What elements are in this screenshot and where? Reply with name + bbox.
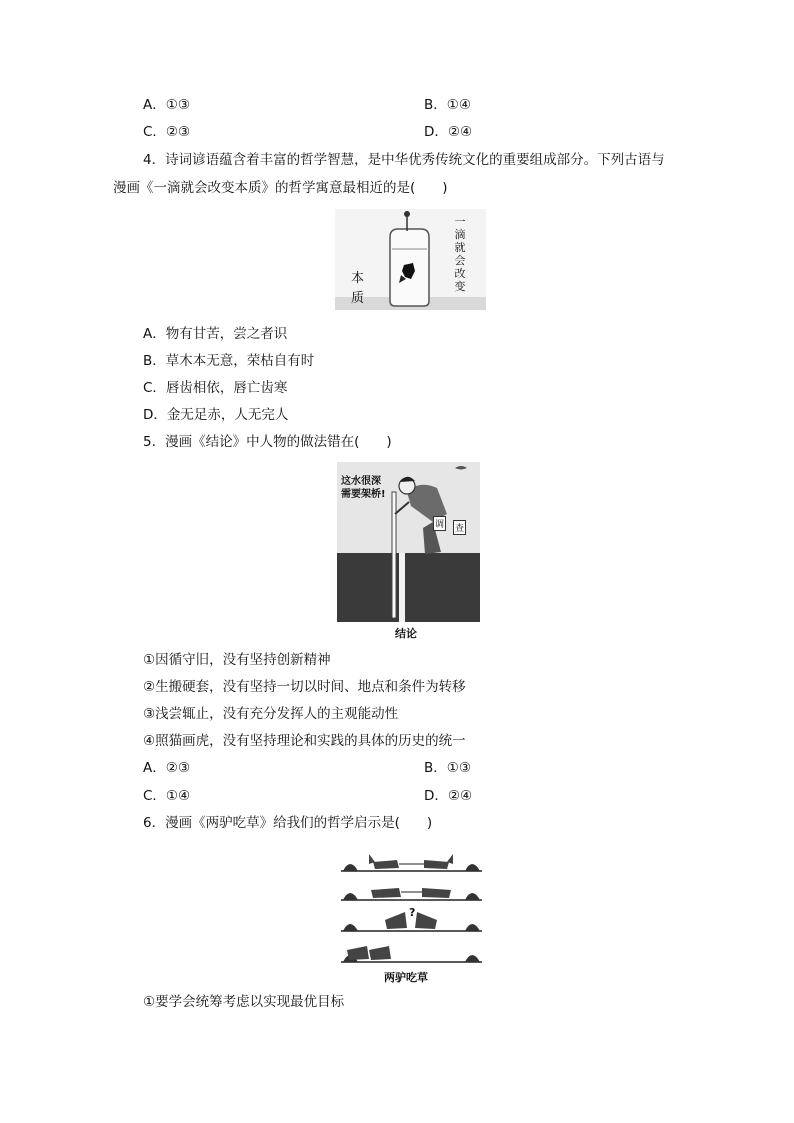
prev-option-c: C．②③ [143,124,191,140]
q5-option-b: B．①③ [424,760,471,776]
q4-stem-line1: 4．诗词谚语蕴含着丰富的哲学智慧，是中华优秀传统文化的重要组成部分。下列古语与 [143,152,665,168]
q4-cartoon-drop-changes-essence [335,209,486,310]
q5-option-c: C．①④ [143,788,191,804]
q5-option-d: D．②④ [424,788,473,804]
q4-option-a: A．物有甘苦，尝之者识 [143,326,288,342]
q4-option-d: D．金无足赤，人无完人 [143,407,289,423]
prev-option-b: B．①④ [424,97,471,113]
q5-cartoon-caption: 结论 [395,627,417,640]
q6-cartoon-two-donkeys [339,840,484,968]
q5-item-4: ④照猫画虎，没有坚持理论和实践的具体的历史的统一 [143,733,466,749]
q5-item-1: ①因循守旧，没有坚持创新精神 [143,652,331,668]
q4-cartoon-label-ben: 本 [351,271,365,286]
q6-cartoon-caption: 两驴吃草 [384,971,428,984]
q4-stem-line2: 漫画《一滴就会改变本质》的哲学寓意最相近的是( ) [113,180,448,196]
q5-stem: 5．漫画《结论》中人物的做法错在( ) [143,434,392,450]
q5-cartoon-conclusion [337,462,480,622]
prev-option-d: D．②④ [424,124,473,140]
q6-stem: 6．漫画《两驴吃草》给我们的哲学启示是( ) [143,815,433,831]
q4-cartoon-label-zhi: 质 [351,291,365,306]
q6-question-mark: ? [409,906,416,919]
q5-speech-line1: 这水很深 [341,476,381,487]
q4-option-b: B．草木本无意，荣枯自有时 [143,353,315,369]
q5-item-3: ③浅尝辄止，没有充分发挥人的主观能动性 [143,706,399,722]
q4-cartoon-vertical-label: 一滴就会改变 [454,215,466,293]
q6-item-1: ①要学会统筹考虑以实现最优目标 [143,994,345,1010]
q5-speech-line2: 需要架桥! [341,489,386,500]
q4-option-c: C．唇齿相依，唇亡齿寒 [143,380,288,396]
q5-tag-cha: 查 [453,520,466,535]
q5-tag-diao: 调 [433,516,446,531]
q5-item-2: ②生搬硬套，没有坚持一切以时间、地点和条件为转移 [143,679,466,695]
q5-option-a: A．②③ [143,760,190,776]
prev-option-a: A．①③ [143,97,190,113]
